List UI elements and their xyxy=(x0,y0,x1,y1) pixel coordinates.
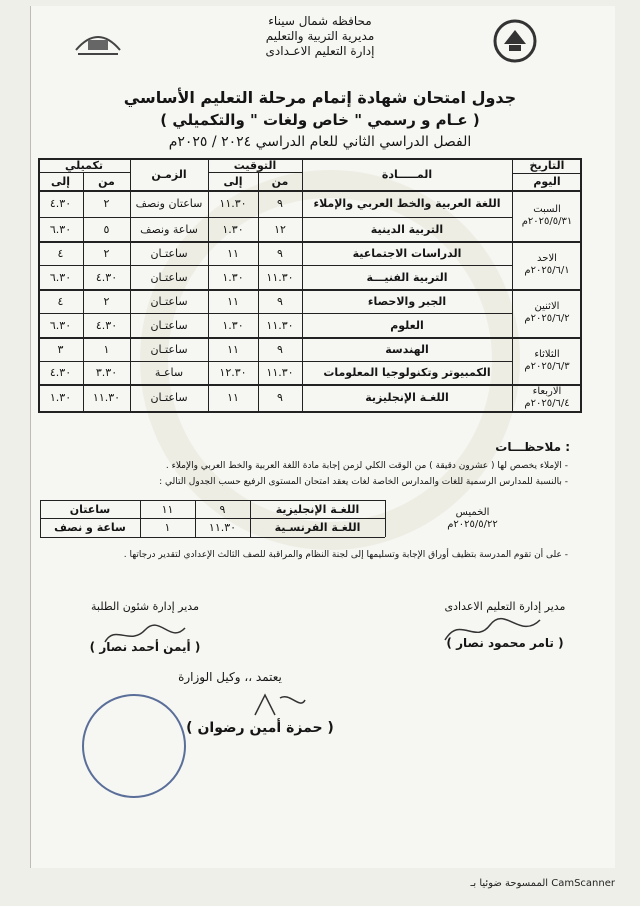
header-from: من xyxy=(271,174,289,188)
time-to-cell: ١١ xyxy=(227,246,239,260)
day-name: الاربعاء xyxy=(532,385,562,397)
time-from-cell: ١١.٣٠ xyxy=(266,270,294,284)
day-date: ٢٠٢٥/٦/٤م xyxy=(524,397,570,409)
extra-to-cell: ١ xyxy=(164,521,171,534)
header-supplementary: تكميلي xyxy=(64,158,103,172)
time-from-cell: ٩ xyxy=(277,342,283,356)
header-date: التاريخ xyxy=(529,159,565,172)
signature-name-deputy: ( حمزة أمين رضوان ) xyxy=(186,720,334,736)
signature-name-students-director: ( أيمن أحمد نصار ) xyxy=(89,640,201,654)
extra-duration-cell: ساعتان xyxy=(69,502,111,516)
day-date: ٢٠٢٥/٦/٣م xyxy=(524,360,570,372)
day-cell xyxy=(512,190,582,241)
time-to-cell: ١١ xyxy=(227,391,239,404)
subject-cell: الدراسات الاجتماعية xyxy=(352,246,462,260)
duration-cell: ساعـة xyxy=(154,366,184,379)
day-date: ٢٠٢٥/٦/٢م xyxy=(524,313,570,324)
sup-to-cell: ٤ xyxy=(57,294,64,308)
note-answer-sheets: - على أن تقوم المدرسة بتظيف أوراق الإجابة وتسليمها إلى لجنة النظام والمراقبة للصف الثالث الإعدادي لتقدير درجاتها . xyxy=(123,550,568,560)
time-to-cell: ١.٣٠ xyxy=(222,318,244,332)
subject-cell: العلوم xyxy=(390,318,424,332)
sup-from-cell: ٣.٣٠ xyxy=(95,366,118,379)
extra-day-date: ٢٠٢٥/٥/٢٢م xyxy=(447,518,498,530)
sup-to-cell: ٦.٣٠ xyxy=(49,318,72,332)
sup-to-cell: ٦.٣٠ xyxy=(49,222,72,236)
sup-to-cell: ٤.٣٠ xyxy=(49,366,72,379)
day-cell xyxy=(512,289,582,337)
extra-from-cell: ١١.٣٠ xyxy=(208,521,237,534)
sup-from-cell: ٤.٣٠ xyxy=(95,270,118,284)
header-timing: التوقيت xyxy=(233,158,277,172)
header-governorate: محافظه شمال سيناء xyxy=(268,14,372,28)
time-from-cell: ٩ xyxy=(277,246,283,260)
header-subject: المـــــادة xyxy=(381,167,433,181)
day-name: الاثنين xyxy=(534,301,560,312)
extra-subject-cell: اللغـة الفرنسـية xyxy=(274,521,361,534)
handwritten-signature-icon xyxy=(100,620,190,650)
sup-from-cell: ٢ xyxy=(103,246,110,260)
document-subtitle: ( عـام و رسمي " خاص ولغات " والتكميلي ) xyxy=(160,111,480,129)
duration-cell: ساعتان ونصف xyxy=(135,197,203,210)
time-from-cell: ٩ xyxy=(277,391,283,404)
time-to-cell: ١.٣٠ xyxy=(222,270,244,284)
extra-to-cell: ١١ xyxy=(161,502,174,516)
sup-to-cell: ٣ xyxy=(57,342,64,356)
document-title: جدول امتحان شهادة إتمام مرحلة التعليم الأساسي xyxy=(123,88,517,107)
sup-to-cell: ٤ xyxy=(57,246,64,260)
day-name: السبت xyxy=(533,203,561,215)
header-directorate: مديرية التربية والتعليم xyxy=(265,29,375,43)
header-block xyxy=(200,14,440,59)
sup-to-cell: ٤.٣٠ xyxy=(49,197,72,210)
official-stamp-icon xyxy=(82,694,186,798)
duration-cell: ساعتـان xyxy=(150,318,188,332)
table-bottom-border xyxy=(38,411,582,413)
sup-from-cell: ٢ xyxy=(103,197,110,210)
extra-table-border xyxy=(40,537,385,538)
sup-from-cell: ٥ xyxy=(103,222,110,236)
notes-heading: ملاحظـــات : xyxy=(495,440,570,454)
sup-from-cell: ٤.٣٠ xyxy=(95,318,118,332)
header-duration: الزمـن xyxy=(151,167,187,181)
duration-cell: ساعتـان xyxy=(150,342,188,356)
document-semester: الفصل الدراسي الثاني للعام الدراسي ٢٠٢٤ / ٢٠٢٥م xyxy=(168,134,472,150)
ministry-logo-icon xyxy=(70,20,126,60)
time-from-cell: ١٢ xyxy=(274,222,286,236)
sup-to-cell: ٦.٣٠ xyxy=(49,270,72,284)
subject-cell: الجبر والاحصاء xyxy=(367,294,447,308)
subject-cell: الهندسة xyxy=(385,342,429,356)
signature-title-prep-director: مدير إدارة التعليم الاعدادى xyxy=(444,600,566,613)
subject-cell: التربية الدينية xyxy=(370,222,444,236)
sup-from-cell: ١١.٣٠ xyxy=(92,391,121,404)
day-name: الاحد xyxy=(537,253,557,264)
day-date: ٢٠٢٥/٥/٣١م xyxy=(521,215,573,227)
handwritten-signature-icon xyxy=(440,610,550,650)
duration-cell: ساعتـان xyxy=(150,391,188,404)
signature-title-students-director: مدير إدارة شئون الطلبة xyxy=(91,600,199,613)
note-dictation: - الإملاء يخصص لها ( عشرون دقيقة ) من الوقت الكلي لزمن إجابة مادة اللغة العربية والخط العربي والإملاء . xyxy=(165,461,568,471)
sup-from-cell: ٢ xyxy=(103,294,110,308)
education-emblem-icon xyxy=(492,18,538,64)
extra-day-name: الخميس xyxy=(455,506,490,518)
note-languages: - بالنسبة للمدارس الرسمية للغات والمدارس الخاصة لغات يعقد امتحان المستوى الرفيع حسب الجدول التالي : xyxy=(159,477,568,487)
header-sup-from: من xyxy=(98,174,115,188)
time-to-cell: ١٢.٣٠ xyxy=(219,366,247,379)
day-cell xyxy=(512,384,582,411)
day-cell xyxy=(512,241,582,289)
subject-cell: التربية الفنيـــة xyxy=(366,270,448,284)
time-to-cell: ١١ xyxy=(227,342,239,356)
header-day: اليوم xyxy=(533,175,561,188)
extra-duration-cell: ساعة و نصف xyxy=(54,521,126,534)
day-name: الثلاثاء xyxy=(534,348,560,360)
duration-cell: ساعتـان xyxy=(150,246,188,260)
time-from-cell: ١١.٣٠ xyxy=(266,366,294,379)
time-from-cell: ٩ xyxy=(277,294,283,308)
duration-cell: ساعتـان xyxy=(150,270,188,284)
header-administration: إدارة التعليم الاعـدادى xyxy=(265,44,375,58)
time-from-cell: ٩ xyxy=(277,197,283,210)
subject-cell: اللغـة الإنجليزية xyxy=(365,391,449,404)
scanner-footer: الممسوحة ضوئيا بـ CamScanner xyxy=(470,878,615,889)
extra-subject-cell: اللغـة الإنجليزية xyxy=(275,502,360,516)
subject-cell: اللغة العربية والخط العربي والإملاء xyxy=(313,197,501,210)
day-cell xyxy=(512,337,582,384)
extra-day-cell xyxy=(385,500,560,537)
header-to: إلى xyxy=(223,174,243,188)
sup-from-cell: ١ xyxy=(103,342,110,356)
duration-cell: ساعة ونصف xyxy=(140,222,198,236)
header-sup-to: إلى xyxy=(50,174,71,188)
duration-cell: ساعتـان xyxy=(150,294,188,308)
time-from-cell: ١١.٣٠ xyxy=(266,318,294,332)
sup-to-cell: ١.٣٠ xyxy=(49,391,72,404)
time-to-cell: ١.٣٠ xyxy=(222,222,244,236)
time-to-cell: ١١ xyxy=(227,294,239,308)
signature-name-prep-director: ( تامر محمود نصار ) xyxy=(446,636,564,650)
day-date: ٢٠٢٥/٦/١م xyxy=(524,265,570,276)
subject-cell: الكمبيوتر وتكنولوجيا المعلومات xyxy=(323,366,491,379)
extra-from-cell: ٩ xyxy=(219,502,226,516)
signature-title-deputy: يعتمد ،، وكيل الوزارة xyxy=(178,670,282,684)
time-to-cell: ١١.٣٠ xyxy=(219,197,247,210)
handwritten-signature-icon xyxy=(250,690,310,720)
